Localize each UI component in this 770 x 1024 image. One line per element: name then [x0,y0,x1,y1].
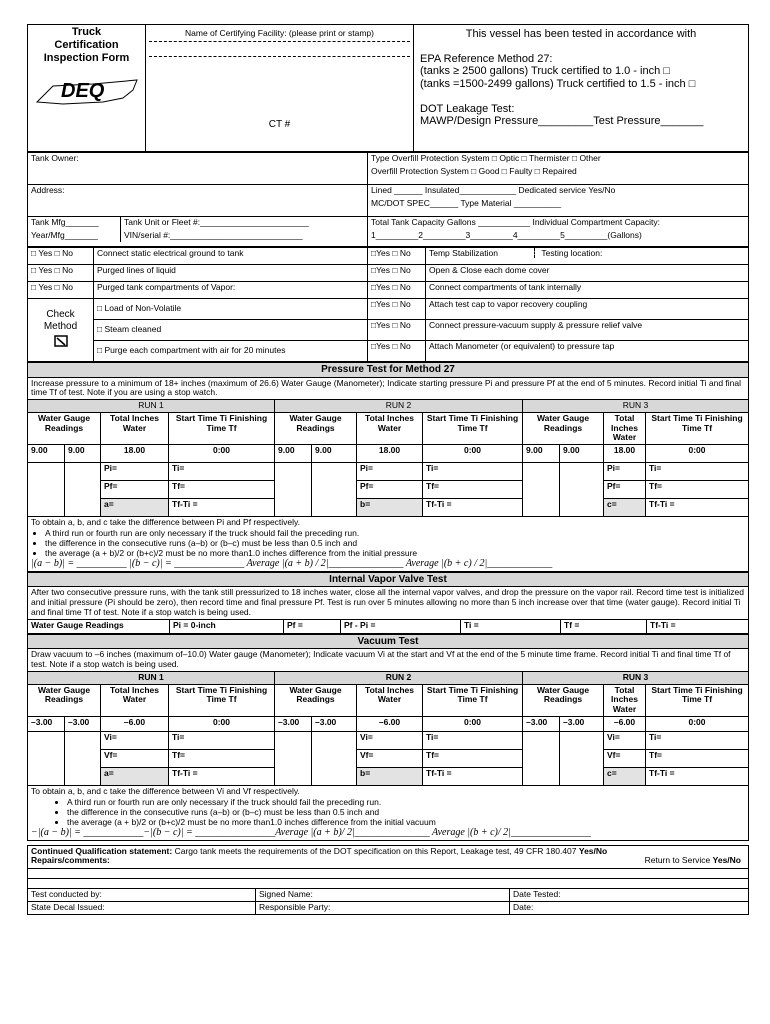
p-r1-ti[interactable]: Ti= [169,463,275,481]
v-r1-vi[interactable]: Vi= [101,731,169,749]
v-r3-wg2: –3.00 [560,716,604,731]
cq-yes-no[interactable]: Yes/No [578,845,608,856]
v-r1-vf[interactable]: Vf= [101,749,169,767]
pressure-intro: Increase pressure to a minimum of 18+ inches (maximum of 26.6) Water Gauge (Manometer); Indicate starting pressure Pi and pressure Pf at the end of 5 minutes. Record initial Ti and final time Tf of test. Note if you are using a stop watch. [28,377,749,400]
check-yes-no-2[interactable]: □ Yes □ No [28,265,94,282]
temp-stab-cell [426,248,749,265]
state-decal[interactable]: State Decal Issued: [28,902,256,915]
p-r1-pf[interactable]: Pf= [101,481,169,499]
v-r3-vf[interactable]: Vf= [604,749,646,767]
p-r3-tf[interactable]: Tf= [646,481,749,499]
vacuum-run1: RUN 1 [28,671,275,684]
v-r3-wg-header: Water Gauge Readings [523,684,604,716]
p-r1-pi[interactable]: Pi= [101,463,169,481]
v-r1-diff[interactable]: a= [101,767,169,785]
capacity-cell [368,217,749,247]
checklist [27,247,749,362]
p-r1-blank2[interactable] [65,463,101,517]
lined-field[interactable]: Lined ______ Insulated____________ Dedicated service Yes/No [371,185,616,195]
check-yes-no-r0[interactable]: □Yes □ No [368,248,426,265]
p-r2-total: 18.00 [357,445,423,463]
v-r2-time-header: Start Time Ti Finishing Time Tf [423,684,523,716]
p-r2-wg1: 9.00 [275,445,312,463]
v-r1-total: –6.00 [101,716,169,731]
mc-dot-field[interactable]: MC/DOT SPEC______ Type Material __________ [371,197,562,208]
method-purge[interactable]: □ Purge each compartment with air for 20 minutes [94,341,368,362]
capacity-field[interactable]: Total Tank Capacity Gallons ___________ Individual Compartment Capacity: [371,217,661,227]
ivv-ti[interactable]: Ti = [461,619,561,633]
p-r1-blank1[interactable] [28,463,65,517]
epa-reference: EPA Reference Method 27: [420,52,553,65]
v-r3-total: –6.00 [604,716,646,731]
return-yes-no[interactable]: Yes/No [712,855,741,866]
p-r2-time-header: Start Time Ti Finishing Time Tf [423,412,523,444]
tank-mfg-field[interactable]: Tank Mfg_______ [31,217,99,227]
p-r1-wg2: 9.00 [65,445,101,463]
check-purged-vapor: Purged tank compartments of Vapor: [94,282,368,299]
check-test-cap: Attach test cap to vapor recovery coupling [426,299,749,320]
ivv-wg: Water Gauge Readings [28,619,170,633]
pressure-title: Pressure Test for Method 27 [28,363,749,378]
pressure-run1: RUN 1 [28,400,275,413]
vacuum-notes-list [31,797,745,828]
v-r2-total-header: Total Inches Water [357,684,423,716]
capacity-compartments[interactable]: 1_________2_________3_________4_________5_________(Gallons) [371,229,642,240]
p-r2-wg-header: Water Gauge Readings [275,412,357,444]
v-r1-tfti[interactable]: Tf-Ti = [169,767,275,785]
checkbox-checked-icon[interactable] [54,335,68,347]
repairs-label[interactable]: Repairs/comments: [31,855,110,866]
p-r3-ti[interactable]: Ti= [646,463,749,481]
method-non-volatile[interactable]: □ Load of Non-Volatile [94,299,368,320]
pressure-run2: RUN 2 [275,400,523,413]
internal-vapor-valve-test [27,572,749,634]
v-r2-blank1[interactable] [275,731,312,785]
deq-logo [31,72,142,112]
p-r3-wg2: 9.00 [560,445,604,463]
dot-line-1: DOT Leakage Test: [420,102,515,115]
year-mfg-field[interactable]: Year/Mfg_______ [31,229,98,240]
p-r3-pf[interactable]: Pf= [604,481,646,499]
pressure-notes [28,517,749,572]
qualification-cell [28,845,749,869]
vacuum-notes-intro: To obtain a, b, and c take the difference between Vi and Vf respectively. [31,785,300,796]
v-r1-wg2: –3.00 [65,716,101,731]
ivv-tfti[interactable]: Tf-Ti = [647,619,749,633]
p-r3-total-header: Total Inches Water [604,412,646,444]
qualification-footer [27,845,749,915]
vacuum-intro: Draw vacuum to –6 inches (maximum of–10.0) Water gauge (Manometer); Indicate vacuum Vi at the start and Vf at the end of the 5 minute time frame. Record initial Ti and final time Tf of test. Note if a stop watch is being used. [28,649,749,672]
overfill-status[interactable]: Overfill Protection System □ Good □ Faulty □ Repaired [371,165,577,176]
form-title-line3: Inspection Form [43,52,130,65]
check-yes-no-r1[interactable]: □Yes □ No [368,265,426,282]
ivv-pfpi[interactable]: Pf - Pi = [341,619,461,633]
dot-line-2[interactable]: MAWP/Design Pressure_________Test Pressure_______ [420,115,704,128]
mfg-right [121,217,368,242]
facility-cell [146,25,414,152]
form-header [27,24,749,152]
ivv-title: Internal Vapor Valve Test [28,572,749,587]
v-r2-vi[interactable]: Vi= [357,731,423,749]
temp-stabilization: Temp Stabilization [429,248,498,258]
v-r1-time-header: Start Time Ti Finishing Time Tf [169,684,275,716]
tank-unit-field[interactable]: Tank Unit or Fleet #:_______________________ [124,217,309,227]
check-pressure-vacuum: Connect pressure-vacuum supply & pressure relief valve [426,320,749,341]
check-yes-no-r3[interactable]: □Yes □ No [368,299,426,320]
pressure-test [27,362,749,572]
check-dome-cover: Open & Close each dome cover [426,265,749,282]
p-r3-blank2[interactable] [560,463,604,517]
date-field[interactable]: Date: [510,902,749,915]
v-r2-wg2: –3.00 [312,716,357,731]
overfill-cell [368,153,749,185]
p-r3-pi[interactable]: Pi= [604,463,646,481]
v-r2-wg-header: Water Gauge Readings [275,684,357,716]
v-r3-vi[interactable]: Vi= [604,731,646,749]
form-title-line1: Truck [71,26,102,38]
vacuum-run2: RUN 2 [275,671,523,684]
p-r2-pi[interactable]: Pi= [357,463,423,481]
p-r1-wg-header: Water Gauge Readings [28,412,101,444]
p-r3-start: 0:00 [646,445,749,463]
p-r1-diff[interactable]: a= [101,499,169,517]
pressure-note-2: • the difference in the consecutive runs (a–b) or (b–c) must be less than 0.5 inch and [45,538,745,548]
vessel-statement: This vessel has been tested in accordance with [465,28,697,40]
p-r2-ti[interactable]: Ti= [423,463,523,481]
v-r3-time-header: Start Time Ti Finishing Time Tf [646,684,749,716]
p-r3-tfti[interactable]: Tf-Ti = [646,499,749,517]
v-r3-start: 0:00 [646,716,749,731]
v-r1-wg1: –3.00 [28,716,65,731]
address-field[interactable]: Address: [28,185,368,217]
vin-field[interactable]: VIN/serial #:____________________________ [124,229,303,240]
p-r3-blank1[interactable] [523,463,560,517]
vacuum-formula[interactable]: −|(a − b)| = ____________−|(b − c)| = ________________Average |(a + b)/ 2|_______________ Average |(b + c)/ 2|________________ [31,827,591,839]
lined-cell [368,185,749,217]
cq-label: Continued Qualification statement: [31,845,173,856]
pressure-notes-list [31,528,745,559]
v-r2-total: –6.00 [357,716,423,731]
check-compartments: Connect compartments of tank internally [426,282,749,299]
vacuum-note-3: • the average (a + b)/2 or (b+c)/2 must be no more than1.0 inches difference from the initial vacuum [67,817,745,827]
p-r3-total: 18.00 [604,445,646,463]
pressure-formula[interactable]: |(a − b)| = __________ |(b − c)| = ______________ Average |(a + b) / 2|_______________ Average |(b + c) / 2|_____________ [31,558,553,570]
comments-line-1[interactable] [28,869,749,879]
check-yes-no-3[interactable]: □ Yes □ No [28,282,94,299]
p-r2-pf[interactable]: Pf= [357,481,423,499]
pressure-note-1: • A third run or fourth run are only necessary if the truck should fail the preceding run. [45,528,745,538]
ivv-intro: After two consecutive pressure runs, with the tank still pressurized to 18 inches water, close all the internal vapor valves, and drop the pressure on the vapor rail. Record time test is initialized and initial pressure (Pi should be zero), then record time and final pressure Pf. Test is run over 5 minutes allowing no more than 5 inch increase over that time (water gauge). Record initial Ti and final time Tf of test. Note if a stop watch is being used. [28,587,749,619]
vacuum-title: Vacuum Test [28,634,749,649]
p-r3-time-header: Start Time Ti Finishing Time Tf [646,412,749,444]
ivv-pf[interactable]: Pf = [284,619,341,633]
epa-line-2[interactable]: (tanks =1500-2499 gallons) Truck certified to 1.5 - inch □ [420,77,696,90]
logo-text: DEQ [61,79,105,102]
v-r1-ti[interactable]: Ti= [169,731,275,749]
v-r3-ti[interactable]: Ti= [646,731,749,749]
v-r1-tf[interactable]: Tf= [169,749,275,767]
p-r2-tf[interactable]: Tf= [423,481,523,499]
p-r1-wg1: 9.00 [28,445,65,463]
p-r3-wg1: 9.00 [523,445,560,463]
p-r1-start: 0:00 [169,445,275,463]
ivv-pi[interactable]: Pi = 0-inch [170,619,284,633]
check-yes-no-r2[interactable]: □Yes □ No [368,282,426,299]
return-service-cell [645,856,741,866]
v-r2-ti[interactable]: Ti= [423,731,523,749]
p-r1-total-header: Total Inches Water [101,412,169,444]
p-r2-diff[interactable]: b= [357,499,423,517]
v-r3-blank1[interactable] [523,731,560,785]
p-r3-diff[interactable]: c= [604,499,646,517]
check-yes-no-r5[interactable]: □Yes □ No [368,341,426,362]
check-yes-no-1[interactable]: □ Yes □ No [28,248,94,265]
pressure-notes-intro: To obtain a, b, and c take the difference between Pi and Pf respectively. [31,517,301,528]
p-r2-wg2: 9.00 [312,445,357,463]
check-manometer: Attach Manometer (or equivalent) to pressure tap [426,341,749,362]
pressure-note-3: • the average (a + b)/2 or (b+c)/2 must be no more than1.0 inches difference from the initial pressure [45,548,745,558]
cq-text: Cargo tank meets the requirements of the DOT specification on this Report, Leakage test, 49 CFR 180.407 [174,845,577,856]
v-r1-blank2[interactable] [65,731,101,785]
date-tested[interactable]: Date Tested: [510,889,749,902]
testing-location[interactable]: Testing location: [534,248,602,258]
v-r2-tfti[interactable]: Tf-Ti = [423,767,523,785]
comments-line-2[interactable] [28,879,749,889]
vacuum-test [27,634,749,841]
p-r2-start: 0:00 [423,445,523,463]
p-r3-wg-header: Water Gauge Readings [523,412,604,444]
p-r1-tfti[interactable]: Tf-Ti = [169,499,275,517]
check-method-label: Check Method [43,309,78,332]
v-r3-tfti[interactable]: Tf-Ti = [646,767,749,785]
mfg-left [28,217,121,242]
v-r3-diff[interactable]: c= [604,767,646,785]
responsible-party[interactable]: Responsible Party: [256,902,510,915]
p-r2-blank2[interactable] [312,463,357,517]
check-method-cell [28,299,94,362]
v-r2-start: 0:00 [423,716,523,731]
method-steam-label: Steam cleaned [104,324,162,335]
p-r1-tf[interactable]: Tf= [169,481,275,499]
check-purged-liquid: Purged lines of liquid [94,265,368,282]
mfg-cell [28,217,368,247]
v-r1-blank1[interactable] [28,731,65,785]
v-r3-wg1: –3.00 [523,716,560,731]
p-r2-blank1[interactable] [275,463,312,517]
p-r1-total: 18.00 [101,445,169,463]
p-r2-tfti[interactable]: Tf-Ti = [423,499,523,517]
v-r3-tf[interactable]: Tf= [646,749,749,767]
ivv-tf[interactable]: Tf = [561,619,647,633]
tank-info [27,152,749,247]
v-r2-vf[interactable]: Vf= [357,749,423,767]
vessel-cell [414,25,749,152]
overfill-system[interactable]: Type Overfill Protection System □ Optic □ Thermister □ Other [371,153,601,163]
p-r2-total-header: Total Inches Water [357,412,423,444]
vacuum-notes [28,785,749,840]
v-r3-total-header: Total Inches Water [604,684,646,716]
method-non-volatile-label: Load of Non-Volatile [104,303,182,314]
facility-line[interactable] [149,42,410,57]
method-steam[interactable]: □ Steam cleaned [94,320,368,341]
ct-number-label: CT # [268,118,291,130]
tank-owner-field[interactable]: Tank Owner: [28,153,368,185]
check-ground: Connect static electrical ground to tank [94,248,368,265]
v-r2-tf[interactable]: Tf= [423,749,523,767]
method-purge-label: Purge each compartment with air for 20 minutes [104,345,286,356]
form-title-line2: Certification [54,39,119,52]
v-r1-start: 0:00 [169,716,275,731]
vacuum-run3: RUN 3 [523,671,749,684]
form-title-cell [28,25,146,152]
v-r2-diff[interactable]: b= [357,767,423,785]
signed-name[interactable]: Signed Name: [256,889,510,902]
v-r2-blank2[interactable] [312,731,357,785]
pressure-run3: RUN 3 [523,400,749,413]
v-r2-wg1: –3.00 [275,716,312,731]
p-r1-time-header: Start Time Ti Finishing Time Tf [169,412,275,444]
test-conducted-by[interactable]: Test conducted by: [28,889,256,902]
vacuum-note-1: • A third run or fourth run are only necessary if the truck should fail the preceding run. [67,797,745,807]
v-r3-blank2[interactable] [560,731,604,785]
v-r1-wg-header: Water Gauge Readings [28,684,101,716]
check-yes-no-r4[interactable]: □Yes □ No [368,320,426,341]
v-r1-total-header: Total Inches Water [101,684,169,716]
epa-line-1[interactable]: (tanks ≥ 2500 gallons) Truck certified to 1.0 - inch □ [420,65,670,78]
return-service-label: Return to Service [644,855,711,866]
facility-label: Name of Certifying Facility: (please print or stamp) [149,29,410,42]
vacuum-note-2: • the difference in the consecutive runs (a–b) or (b–c) must be less than 0.5 inch and [67,807,745,817]
inspection-form [27,24,749,915]
